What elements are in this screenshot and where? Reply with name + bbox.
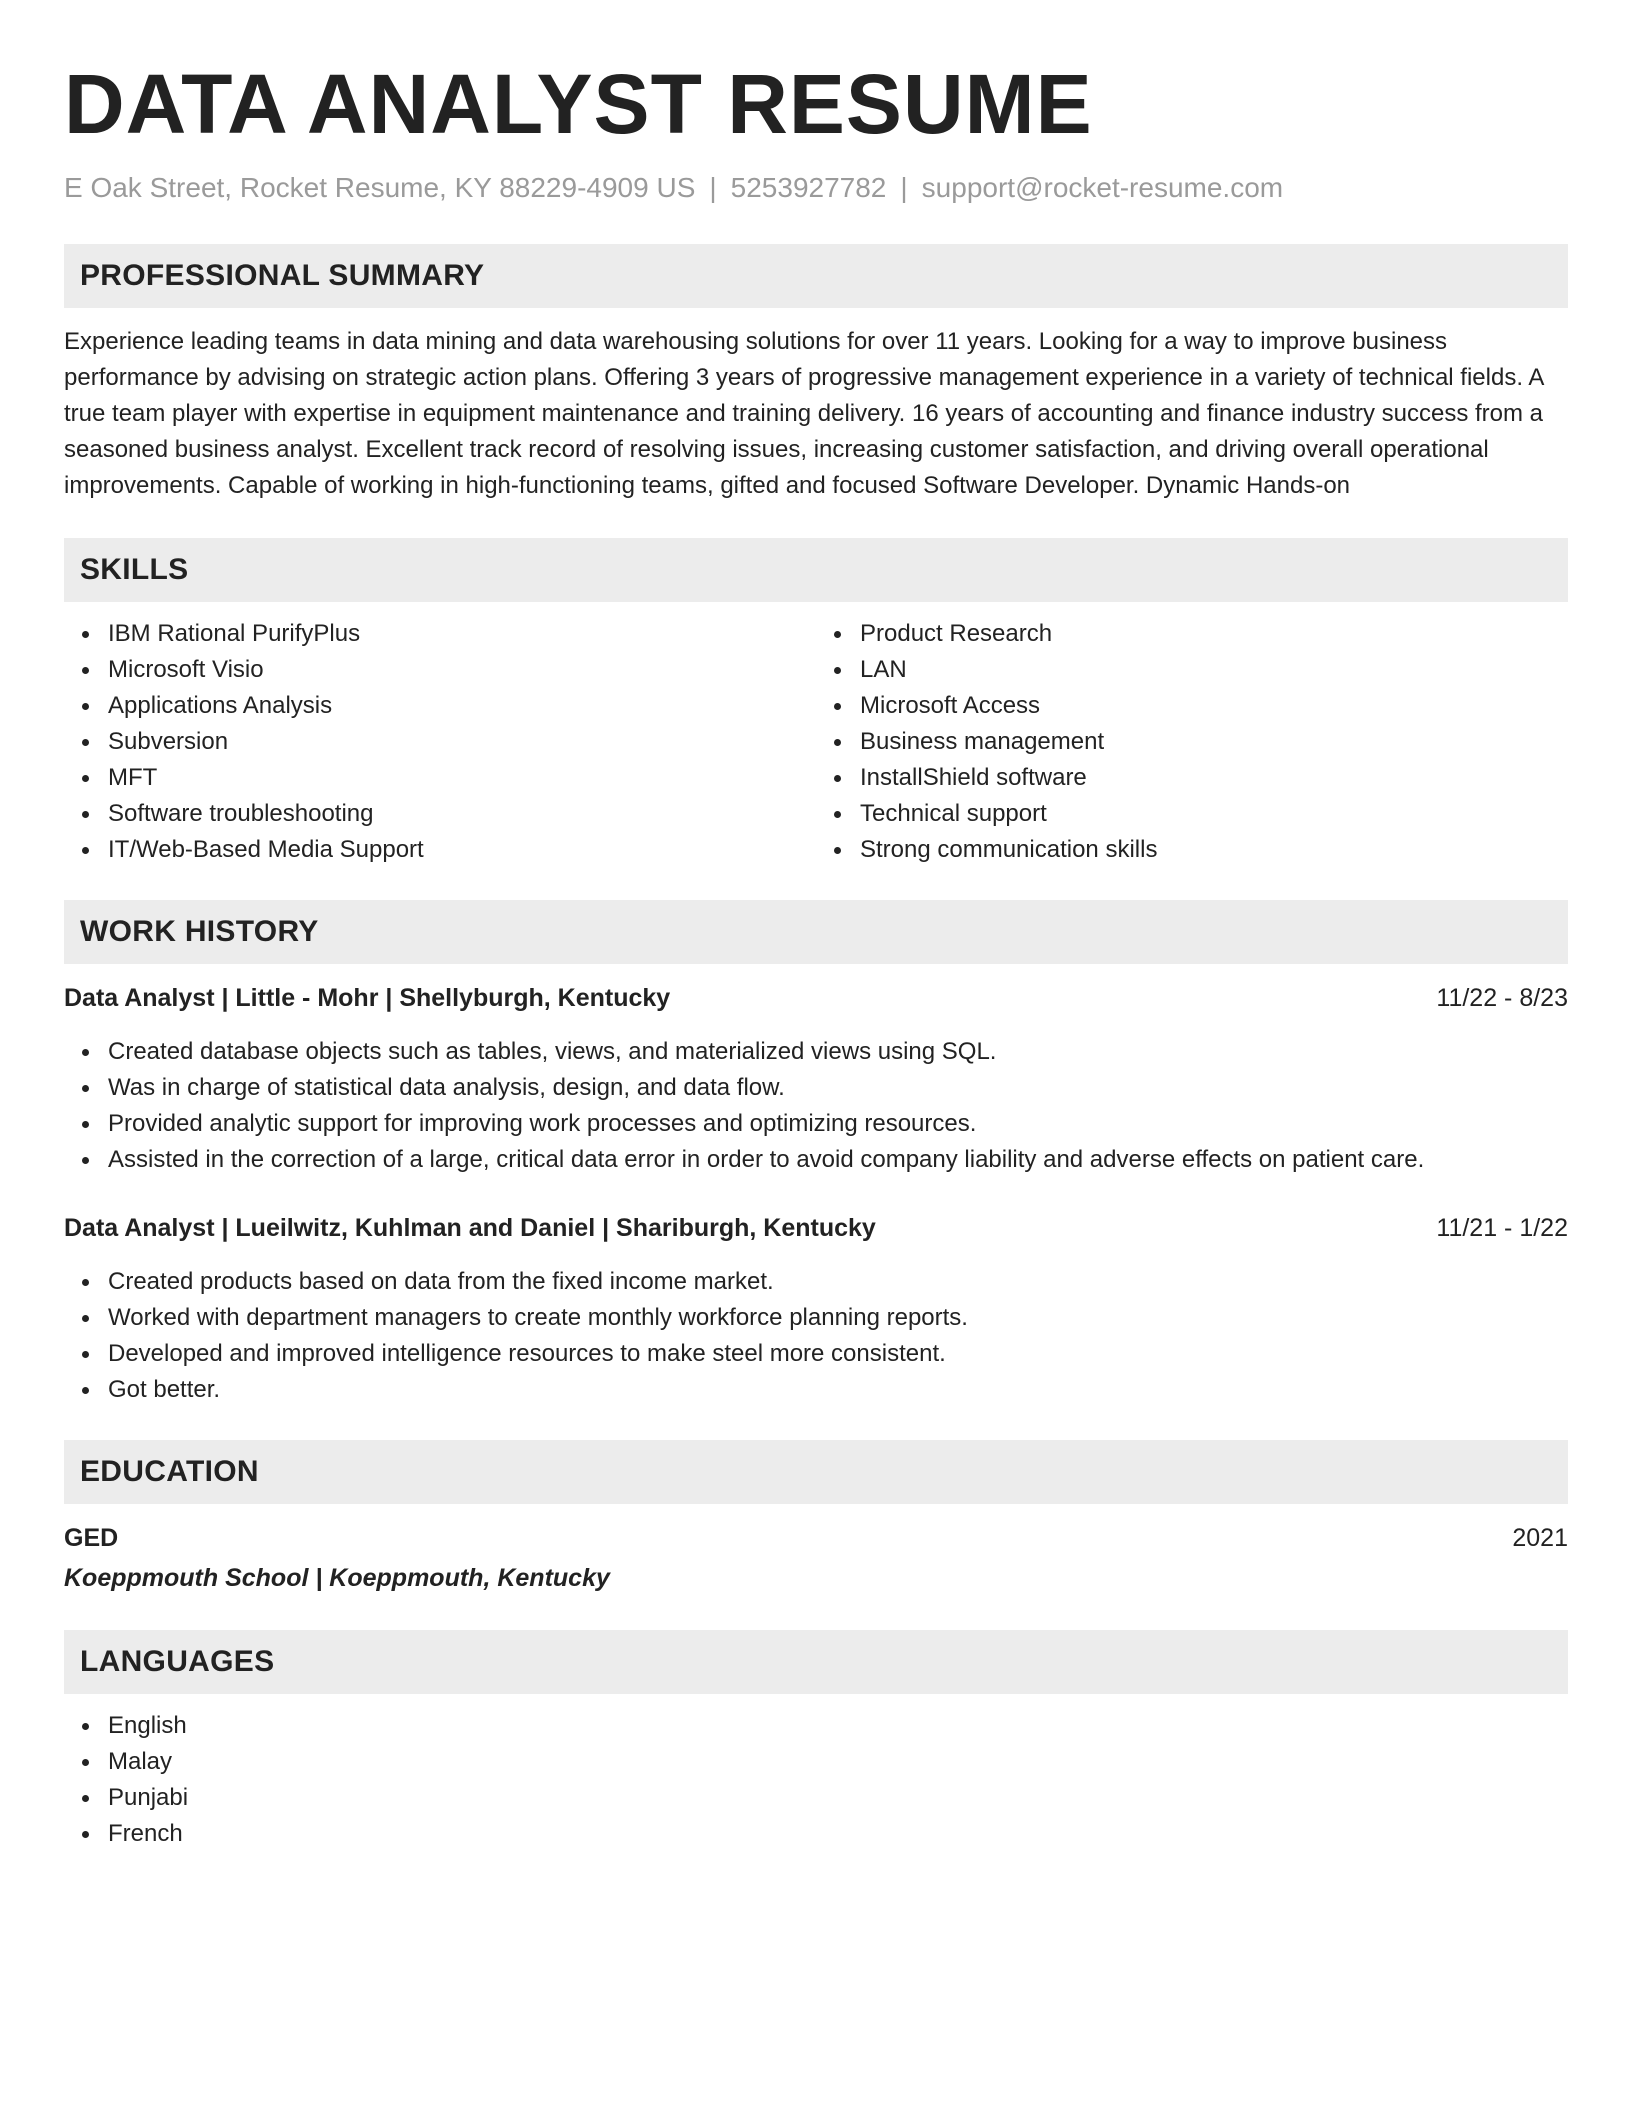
skill-item: Technical support	[816, 796, 1568, 832]
education-header	[64, 1520, 1568, 1556]
skill-item: LAN	[816, 652, 1568, 688]
skill-item: Applications Analysis	[64, 688, 816, 724]
skill-item: IT/Web-Based Media Support	[64, 832, 816, 868]
language-item: English	[64, 1708, 1568, 1744]
job-title: Data Analyst | Lueilwitz, Kuhlman and Daniel | Shariburgh, Kentucky	[64, 1214, 876, 1242]
contact-email: support@rocket-resume.com	[921, 172, 1284, 203]
job-bullet: Got better.	[64, 1372, 1568, 1408]
summary-heading: PROFESSIONAL SUMMARY	[64, 244, 1568, 308]
job-bullets	[64, 1034, 1568, 1178]
job-bullet: Created database objects such as tables, views, and materialized views using SQL.	[64, 1034, 1568, 1070]
languages-list	[64, 1708, 1568, 1852]
skills-list-right	[816, 616, 1568, 868]
contact-address: E Oak Street, Rocket Resume, KY 88229-4909 US	[64, 172, 696, 203]
languages-heading: LANGUAGES	[64, 1630, 1568, 1694]
education-degree: GED	[64, 1524, 119, 1552]
job-bullet: Developed and improved intelligence resources to make steel more consistent.	[64, 1336, 1568, 1372]
skill-item: MFT	[64, 760, 816, 796]
job-header	[64, 980, 1568, 1016]
job-bullet: Assisted in the correction of a large, critical data error in order to avoid company liability and adverse effects on patient care.	[64, 1142, 1568, 1178]
skill-item: Product Research	[816, 616, 1568, 652]
skill-item: Microsoft Access	[816, 688, 1568, 724]
skill-item: Business management	[816, 724, 1568, 760]
contact-line	[64, 170, 1568, 206]
job-bullet: Provided analytic support for improving work processes and optimizing resources.	[64, 1106, 1568, 1142]
job-dates: 11/21 - 1/22	[1436, 1214, 1568, 1242]
work-section	[64, 900, 1568, 1408]
summary-section	[64, 244, 1568, 504]
language-item: French	[64, 1816, 1568, 1852]
skill-item: Software troubleshooting	[64, 796, 816, 832]
skill-item: IBM Rational PurifyPlus	[64, 616, 816, 652]
job-bullets	[64, 1264, 1568, 1408]
skills-grid	[64, 616, 1568, 868]
job-bullet: Created products based on data from the fixed income market.	[64, 1264, 1568, 1300]
skill-item: Strong communication skills	[816, 832, 1568, 868]
job-bullet: Worked with department managers to create monthly workforce planning reports.	[64, 1300, 1568, 1336]
skill-item: Subversion	[64, 724, 816, 760]
skills-list-left	[64, 616, 816, 868]
summary-text: Experience leading teams in data mining and data warehousing solutions for over 11 years. Looking for a way to improve business performance by advising on strategic action plans. Offering 3 years of progressive management experience in a variety of technical fields. A true team player with expertise in equipment maintenance and training delivery. 16 years of accounting and finance industry success from a seasoned business analyst. Excellent track record of resolving issues, increasing customer satisfaction, and driving overall operational improvements. Capable of working in high-functioning teams, gifted and focused Software Developer. Dynamic Hands-on	[64, 328, 1544, 499]
education-year: 2021	[1512, 1524, 1568, 1552]
job-entry	[64, 980, 1568, 1178]
education-section	[64, 1440, 1568, 1596]
job-bullet: Was in charge of statistical data analysis, design, and data flow.	[64, 1070, 1568, 1106]
education-school: Koeppmouth School | Koeppmouth, Kentucky	[64, 1564, 610, 1592]
skills-section	[64, 538, 1568, 868]
language-item: Punjabi	[64, 1780, 1568, 1816]
language-item: Malay	[64, 1744, 1568, 1780]
languages-section	[64, 1630, 1568, 1852]
skill-item: InstallShield software	[816, 760, 1568, 796]
resume-title: DATA ANALYST RESUME	[64, 57, 1093, 151]
education-heading: EDUCATION	[64, 1440, 1568, 1504]
job-title: Data Analyst | Little - Mohr | Shellyburgh, Kentucky	[64, 984, 671, 1012]
job-header	[64, 1210, 1568, 1246]
contact-separator: |	[900, 172, 908, 203]
contact-separator: |	[709, 172, 717, 203]
job-dates: 11/22 - 8/23	[1436, 984, 1568, 1012]
skill-item: Microsoft Visio	[64, 652, 816, 688]
job-entry	[64, 1210, 1568, 1408]
work-heading: WORK HISTORY	[64, 900, 1568, 964]
skills-heading: SKILLS	[64, 538, 1568, 602]
contact-phone: 5253927782	[730, 172, 887, 203]
